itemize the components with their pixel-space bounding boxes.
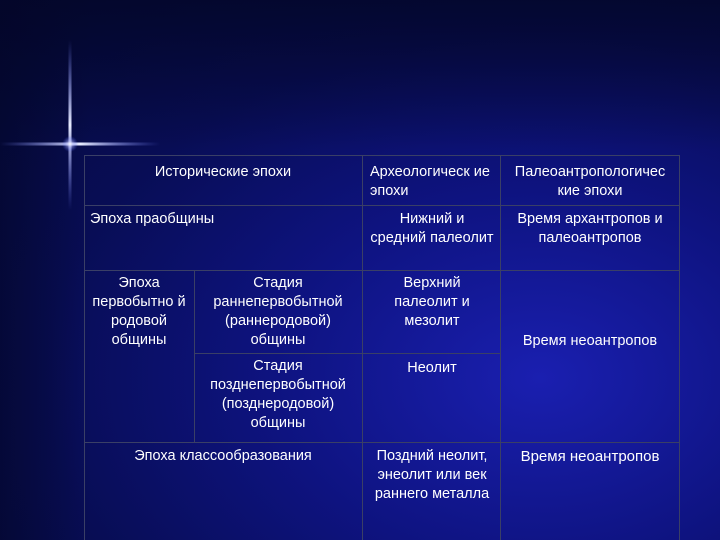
- table-row-divider: [84, 442, 680, 443]
- epoch-class-formation: Эпоха классообразования: [134, 448, 312, 464]
- paleo-archanthropes: Время архантропов и палеоантропов: [517, 211, 663, 246]
- table-col-divider: [194, 270, 195, 442]
- table-border-right: [679, 155, 680, 540]
- header-archaeological-epochs: Археологическ ие эпохи: [370, 164, 490, 199]
- background-shade-left: [0, 0, 90, 540]
- background-shade-top: [0, 0, 720, 150]
- table-border-left: [84, 155, 85, 540]
- table-col-divider: [362, 155, 363, 540]
- epoch-proto-community: Эпоха праобщины: [90, 211, 215, 227]
- epochs-table: [84, 155, 680, 540]
- header-historical-epochs: Исторические эпохи: [154, 164, 292, 180]
- epoch-primitive-clan-community: Эпоха первобытно й родовой общины: [92, 275, 186, 348]
- arch-late-neolithic-eneolithic: Поздний неолит, энеолит или век раннего металла: [374, 448, 490, 502]
- table-border-top: [84, 155, 680, 156]
- table-row-divider: [84, 205, 680, 206]
- stage-late-primitive: Стадия позднепервобытной (позднеродовой) общины: [210, 358, 346, 431]
- arch-lower-middle-paleolithic: Нижний и средний палеолит: [370, 211, 494, 246]
- table-row-divider: [194, 353, 500, 354]
- header-paleoanthropological-epochs: Палеоантропологичес кие эпохи: [514, 164, 666, 199]
- stage-early-primitive: Стадия раннепервобытной (раннеродовой) общины: [213, 275, 343, 348]
- table-row-divider: [84, 270, 680, 271]
- table-col-divider: [500, 155, 501, 540]
- paleo-neoanthropes-late: Время неоантропов: [520, 448, 660, 465]
- arch-upper-paleolithic-mesolithic: Верхний палеолит и мезолит: [394, 275, 470, 329]
- paleo-neoanthropes: Время неоантропов: [522, 333, 658, 349]
- arch-neolithic: Неолит: [407, 360, 457, 376]
